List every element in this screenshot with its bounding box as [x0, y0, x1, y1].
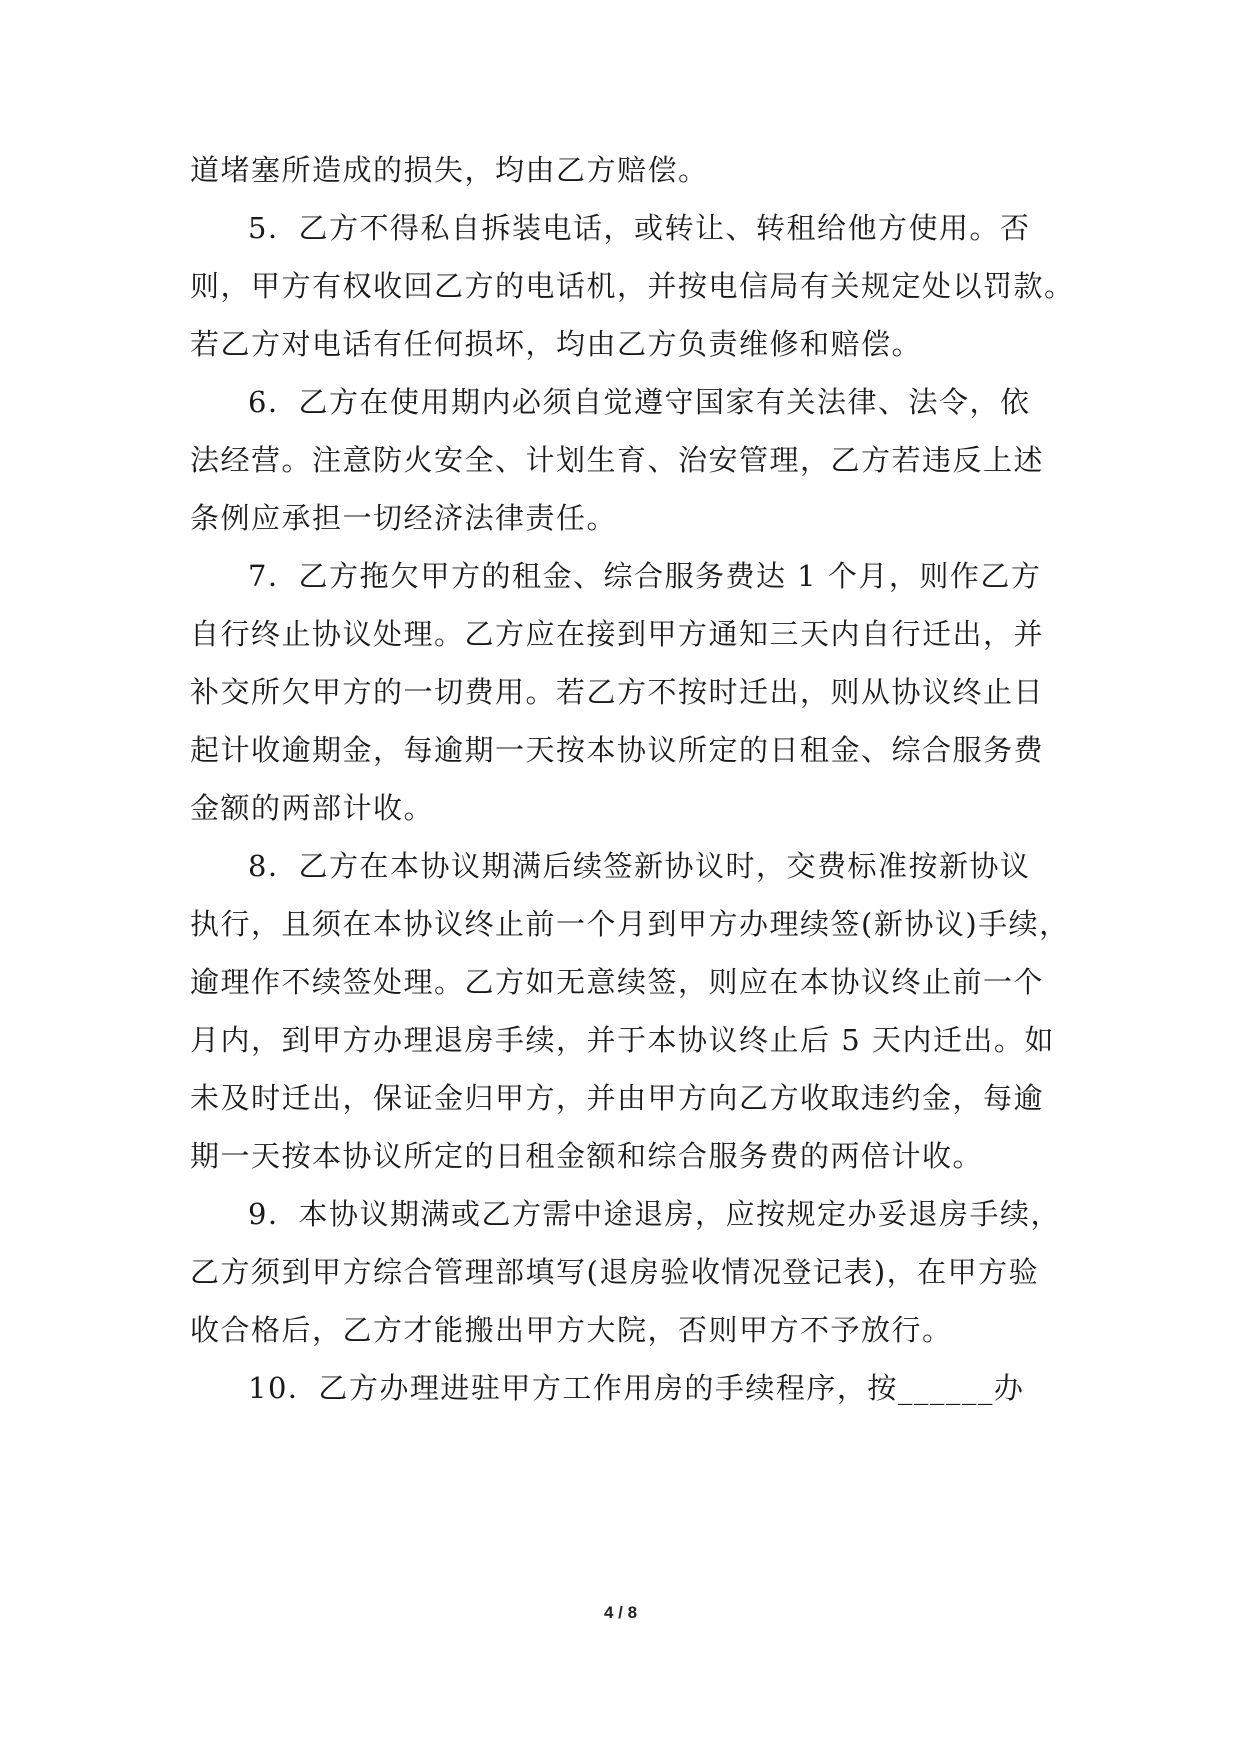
text-line: 期一天按本协议所定的日租金额和综合服务费的两倍计收。 — [190, 1139, 984, 1173]
text-line: 5．乙方不得私自拆装电话，或转让、转租给他方使用。否 — [248, 211, 1031, 245]
text-line: 6．乙方在使用期内必须自觉遵守国家有关法律、法令，依 — [248, 385, 1031, 419]
text-line: 起计收逾期金，每逾期一天按本协议所定的日租金、综合服务费 — [190, 733, 1045, 767]
text-line: 道堵塞所造成的损失，均由乙方赔偿。 — [190, 153, 709, 187]
text-line: 9．本协议期满或乙方需中途退房，应按规定办妥退房手续， — [248, 1197, 1061, 1231]
text-line: 8．乙方在本协议期满后续签新协议时，交费标准按新协议 — [248, 849, 1031, 883]
text-line: 补交所欠甲方的一切费用。若乙方不按时迁出，则从协议终止日 — [190, 675, 1045, 709]
text-line: 乙方须到甲方综合管理部填写(退房验收情况登记表)，在甲方验 — [190, 1255, 1040, 1289]
text-line: 条例应承担一切经济法律责任。 — [190, 501, 618, 535]
text-line: 月内，到甲方办理退房手续，并于本协议终止后 5 天内迁出。如 — [190, 1023, 1055, 1057]
text-line: 收合格后，乙方才能搬出甲方大院，否则甲方不予放行。 — [190, 1313, 953, 1347]
text-line: 法经营。注意防火安全、计划生育、治安管理，乙方若违反上述 — [190, 443, 1045, 477]
text-line: 未及时迁出，保证金归甲方，并由甲方向乙方收取违约金，每逾 — [190, 1081, 1045, 1115]
text-line: 若乙方对电话有任何损坏，均由乙方负责维修和赔偿。 — [190, 327, 923, 361]
page-number: 4 / 8 — [603, 1603, 638, 1622]
text-line: 逾理作不续签处理。乙方如无意续签，则应在本协议终止前一个 — [190, 965, 1045, 999]
text-line: 金额的两部计收。 — [190, 791, 435, 825]
text-line: 10．乙方办理进驻甲方工作用房的手续程序，按______办 — [248, 1371, 1025, 1405]
text-line: 7．乙方拖欠甲方的租金、综合服务费达 1 个月，则作乙方 — [248, 559, 1042, 593]
text-line: 则，甲方有权收回乙方的电话机，并按电信局有关规定处以罚款。 — [190, 269, 1075, 303]
text-line: 执行，且须在本协议终止前一个月到甲方办理续签(新协议)手续， — [190, 907, 1070, 941]
text-line: 自行终止协议处理。乙方应在接到甲方通知三天内自行迁出，并 — [190, 617, 1045, 651]
